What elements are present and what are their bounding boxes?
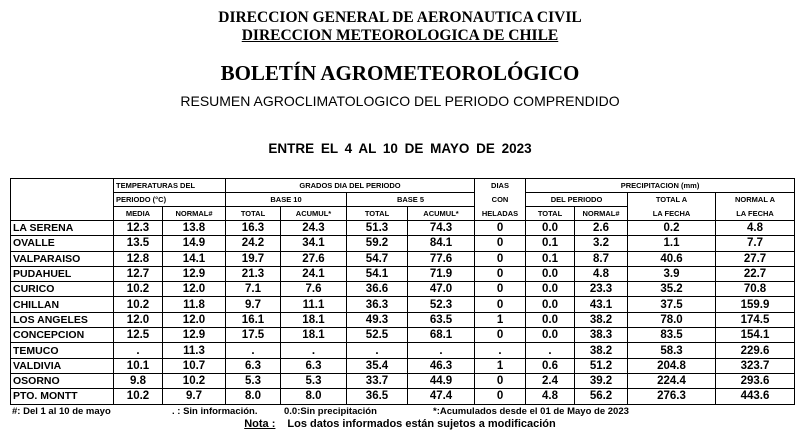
cell-total-b10: .: [226, 343, 281, 358]
acumul-b5-header: ACUMUL*: [408, 207, 475, 221]
cell-total-b10: 16.3: [226, 221, 281, 236]
normal-precip-header: NORMAL#: [575, 207, 628, 221]
station-name: OVALLE: [11, 236, 114, 251]
station-name: LOS ANGELES: [11, 312, 114, 327]
total-b5-header: TOTAL: [347, 207, 408, 221]
cell-normal-temp: 13.8: [163, 221, 226, 236]
cell-normal-temp: 12.0: [163, 312, 226, 327]
station-name: CHILLAN: [11, 297, 114, 312]
cell-acumul-b5: .: [408, 343, 475, 358]
cell-heladas: .: [475, 343, 526, 358]
cell-total-b5: 36.6: [347, 282, 408, 297]
cell-media: 10.2: [114, 389, 163, 404]
cell-normal-temp: 12.0: [163, 282, 226, 297]
cell-media: 12.7: [114, 266, 163, 281]
cell-acumul-b5: 71.9: [408, 266, 475, 281]
cell-normal-a-la-fecha: 443.6: [716, 389, 795, 404]
cell-media: 12.5: [114, 328, 163, 343]
cell-acumul-b5: 44.9: [408, 373, 475, 388]
table-row: [11, 312, 795, 327]
cell-total-a-la-fecha: 40.6: [628, 251, 716, 266]
nota-label: Nota :: [244, 418, 276, 430]
table-row: [11, 266, 795, 281]
table-row: [11, 328, 795, 343]
cell-total-precip: 0.0: [526, 312, 575, 327]
cell-total-b10: 21.3: [226, 266, 281, 281]
table-row: [11, 297, 795, 312]
station-name: CURICO: [11, 282, 114, 297]
cell-normal-precip: 2.6: [575, 221, 628, 236]
header-row-3: [11, 207, 795, 221]
header-row-1: [11, 179, 795, 193]
cell-acumul-b5: 47.4: [408, 389, 475, 404]
agrometeorological-table: [10, 178, 795, 405]
grados-dia-header: GRADOS DIA DEL PERIODO: [226, 179, 475, 193]
cell-acumul-b10: 24.3: [281, 221, 347, 236]
cell-media: 12.3: [114, 221, 163, 236]
cell-total-precip: .: [526, 343, 575, 358]
header-row-2: [11, 193, 795, 207]
cell-normal-a-la-fecha: 27.7: [716, 251, 795, 266]
cell-total-b10: 7.1: [226, 282, 281, 297]
cell-acumul-b5: 46.3: [408, 358, 475, 373]
cell-normal-temp: 11.8: [163, 297, 226, 312]
cell-total-b5: 51.3: [347, 221, 408, 236]
cell-total-a-la-fecha: 1.1: [628, 236, 716, 251]
cell-total-b5: 54.7: [347, 251, 408, 266]
cell-normal-a-la-fecha: 159.9: [716, 297, 795, 312]
cell-normal-precip: 51.2: [575, 358, 628, 373]
media-header: MEDIA: [114, 207, 163, 221]
cell-total-b5: 33.7: [347, 373, 408, 388]
cell-acumul-b5: 47.0: [408, 282, 475, 297]
cell-heladas: 0: [475, 221, 526, 236]
cell-total-b5: 35.4: [347, 358, 408, 373]
cell-total-b5: 59.2: [347, 236, 408, 251]
footnote-acumulados: *:Acumulados desde el 01 de Mayo de 2023: [433, 406, 629, 417]
cell-media: 12.0: [114, 312, 163, 327]
cell-normal-precip: 43.1: [575, 297, 628, 312]
table-row: [11, 373, 795, 388]
page-subtitle: RESUMEN AGROCLIMATOLOGICO DEL PERIODO COMPRENDIDO: [180, 93, 620, 109]
cell-acumul-b10: 7.6: [281, 282, 347, 297]
cell-normal-a-la-fecha: 174.5: [716, 312, 795, 327]
cell-heladas: 0: [475, 282, 526, 297]
cell-total-precip: 0.0: [526, 221, 575, 236]
cell-normal-temp: 12.9: [163, 328, 226, 343]
cell-acumul-b10: 8.0: [281, 389, 347, 404]
station-name: LA SERENA: [11, 221, 114, 236]
total-precip-header: TOTAL: [526, 207, 575, 221]
cell-total-a-la-fecha: 204.8: [628, 358, 716, 373]
table-row: [11, 251, 795, 266]
cell-media: 12.8: [114, 251, 163, 266]
periodo-c-header: PERIODO (°C): [114, 193, 226, 207]
la-fecha-header-1: LA FECHA: [628, 207, 716, 221]
cell-total-b10: 17.5: [226, 328, 281, 343]
cell-total-precip: 0.0: [526, 297, 575, 312]
cell-normal-temp: 10.7: [163, 358, 226, 373]
normal-a-header: NORMAL A: [716, 193, 795, 207]
cell-acumul-b5: 52.3: [408, 297, 475, 312]
cell-total-precip: 0.1: [526, 251, 575, 266]
cell-total-b10: 8.0: [226, 389, 281, 404]
acumul-b10-header: ACUMUL*: [281, 207, 347, 221]
temperaturas-header: TEMPERATURAS DEL: [114, 179, 226, 193]
cell-normal-temp: 10.2: [163, 373, 226, 388]
cell-media: 9.8: [114, 373, 163, 388]
cell-normal-a-la-fecha: 7.7: [716, 236, 795, 251]
cell-total-b10: 9.7: [226, 297, 281, 312]
table-row: [11, 236, 795, 251]
base10-header: BASE 10: [226, 193, 347, 207]
dias-header: DIAS: [475, 179, 526, 193]
cell-total-precip: 0.0: [526, 266, 575, 281]
station-name: VALPARAISO: [11, 251, 114, 266]
cell-total-b5: 36.3: [347, 297, 408, 312]
cell-total-precip: 2.4: [526, 373, 575, 388]
footnote-sin-informacion: . : Sin información.: [172, 406, 258, 417]
cell-heladas: 0: [475, 266, 526, 281]
cell-total-b10: 16.1: [226, 312, 281, 327]
cell-normal-precip: 56.2: [575, 389, 628, 404]
cell-normal-precip: 39.2: [575, 373, 628, 388]
cell-acumul-b5: 77.6: [408, 251, 475, 266]
cell-normal-a-la-fecha: 229.6: [716, 343, 795, 358]
cell-normal-temp: 9.7: [163, 389, 226, 404]
cell-normal-a-la-fecha: 323.7: [716, 358, 795, 373]
cell-total-b10: 5.3: [226, 373, 281, 388]
cell-normal-a-la-fecha: 70.8: [716, 282, 795, 297]
cell-normal-precip: 23.3: [575, 282, 628, 297]
cell-total-precip: 0.0: [526, 282, 575, 297]
cell-total-precip: 4.8: [526, 389, 575, 404]
table-row: [11, 389, 795, 404]
cell-acumul-b10: 5.3: [281, 373, 347, 388]
cell-media: 10.2: [114, 297, 163, 312]
station-header-blank: [11, 179, 114, 193]
cell-heladas: 1: [475, 358, 526, 373]
total-b10-header: TOTAL: [226, 207, 281, 221]
total-a-header: TOTAL A: [628, 193, 716, 207]
table-row: [11, 343, 795, 358]
cell-acumul-b10: 11.1: [281, 297, 347, 312]
cell-total-a-la-fecha: 0.2: [628, 221, 716, 236]
station-name: PUDAHUEL: [11, 266, 114, 281]
cell-total-a-la-fecha: 3.9: [628, 266, 716, 281]
table-row: [11, 358, 795, 373]
station-header-blank-3: [11, 207, 114, 221]
cell-total-b10: 24.2: [226, 236, 281, 251]
cell-total-b10: 6.3: [226, 358, 281, 373]
del-periodo-header: DEL PERIODO: [526, 193, 628, 207]
la-fecha-header-2: LA FECHA: [716, 207, 795, 221]
station-name: OSORNO: [11, 373, 114, 388]
cell-media: 10.1: [114, 358, 163, 373]
header-line-2: [0, 27, 800, 45]
cell-heladas: 0: [475, 236, 526, 251]
cell-total-b5: .: [347, 343, 408, 358]
cell-normal-a-la-fecha: 293.6: [716, 373, 795, 388]
cell-acumul-b5: 68.1: [408, 328, 475, 343]
cell-heladas: 1: [475, 312, 526, 327]
cell-heladas: 0: [475, 297, 526, 312]
normal-temp-header: NORMAL#: [163, 207, 226, 221]
cell-normal-precip: 8.7: [575, 251, 628, 266]
cell-normal-precip: 4.8: [575, 266, 628, 281]
cell-acumul-b10: 6.3: [281, 358, 347, 373]
cell-total-a-la-fecha: 37.5: [628, 297, 716, 312]
cell-total-b5: 54.1: [347, 266, 408, 281]
cell-total-precip: 0.1: [526, 236, 575, 251]
cell-normal-temp: 12.9: [163, 266, 226, 281]
table-body: [11, 221, 795, 405]
cell-normal-precip: 38.2: [575, 312, 628, 327]
table-row: [11, 282, 795, 297]
station-name: TEMUCO: [11, 343, 114, 358]
cell-total-precip: 0.6: [526, 358, 575, 373]
cell-acumul-b10: 18.1: [281, 312, 347, 327]
cell-acumul-b10: .: [281, 343, 347, 358]
cell-heladas: 0: [475, 389, 526, 404]
cell-acumul-b10: 18.1: [281, 328, 347, 343]
cell-total-precip: 0.0: [526, 328, 575, 343]
cell-normal-precip: 38.2: [575, 343, 628, 358]
cell-total-a-la-fecha: 35.2: [628, 282, 716, 297]
station-name: CONCEPCION: [11, 328, 114, 343]
cell-normal-a-la-fecha: 22.7: [716, 266, 795, 281]
con-header: CON: [475, 193, 526, 207]
page-title: BOLETÍN AGROMETEOROLÓGICO: [220, 61, 580, 85]
station-name: VALDIVIA: [11, 358, 114, 373]
cell-normal-precip: 38.3: [575, 328, 628, 343]
nota-line: [0, 418, 800, 430]
cell-acumul-b10: 24.1: [281, 266, 347, 281]
header-line-1: DIRECCION GENERAL DE AERONAUTICA CIVIL: [218, 9, 582, 26]
cell-acumul-b10: 27.6: [281, 251, 347, 266]
station-name: PTO. MONTT: [11, 389, 114, 404]
cell-total-b10: 19.7: [226, 251, 281, 266]
cell-total-b5: 36.5: [347, 389, 408, 404]
cell-total-a-la-fecha: 58.3: [628, 343, 716, 358]
station-header-blank-2: [11, 193, 114, 207]
footnote-sin-precipitacion: 0.0:Sin precipitación: [284, 406, 377, 417]
cell-normal-a-la-fecha: 4.8: [716, 221, 795, 236]
cell-acumul-b10: 34.1: [281, 236, 347, 251]
cell-media: 13.5: [114, 236, 163, 251]
cell-acumul-b5: 84.1: [408, 236, 475, 251]
cell-total-a-la-fecha: 83.5: [628, 328, 716, 343]
cell-acumul-b5: 74.3: [408, 221, 475, 236]
cell-total-b5: 52.5: [347, 328, 408, 343]
period-range: ENTRE EL 4 AL 10 DE MAYO DE 2023: [268, 141, 532, 156]
cell-heladas: 0: [475, 328, 526, 343]
table-row: [11, 221, 795, 236]
footnote-normal-period: #: Del 1 al 10 de mayo: [12, 406, 111, 417]
cell-normal-temp: 11.3: [163, 343, 226, 358]
base5-header: BASE 5: [347, 193, 475, 207]
cell-normal-temp: 14.1: [163, 251, 226, 266]
precipitacion-header: PRECIPITACION (mm): [526, 179, 795, 193]
cell-normal-temp: 14.9: [163, 236, 226, 251]
cell-total-a-la-fecha: 276.3: [628, 389, 716, 404]
cell-normal-precip: 3.2: [575, 236, 628, 251]
nota-text: Los datos informados están sujetos a modificación: [287, 418, 556, 430]
header-line-2-text: DIRECCION METEOROLOGICA DE CHILE: [241, 27, 559, 44]
cell-normal-a-la-fecha: 154.1: [716, 328, 795, 343]
cell-total-a-la-fecha: 78.0: [628, 312, 716, 327]
cell-media: 10.2: [114, 282, 163, 297]
cell-heladas: 0: [475, 251, 526, 266]
heladas-header: HELADAS: [475, 207, 526, 221]
cell-total-b5: 49.3: [347, 312, 408, 327]
cell-total-a-la-fecha: 224.4: [628, 373, 716, 388]
cell-media: .: [114, 343, 163, 358]
cell-acumul-b5: 63.5: [408, 312, 475, 327]
cell-heladas: 0: [475, 373, 526, 388]
